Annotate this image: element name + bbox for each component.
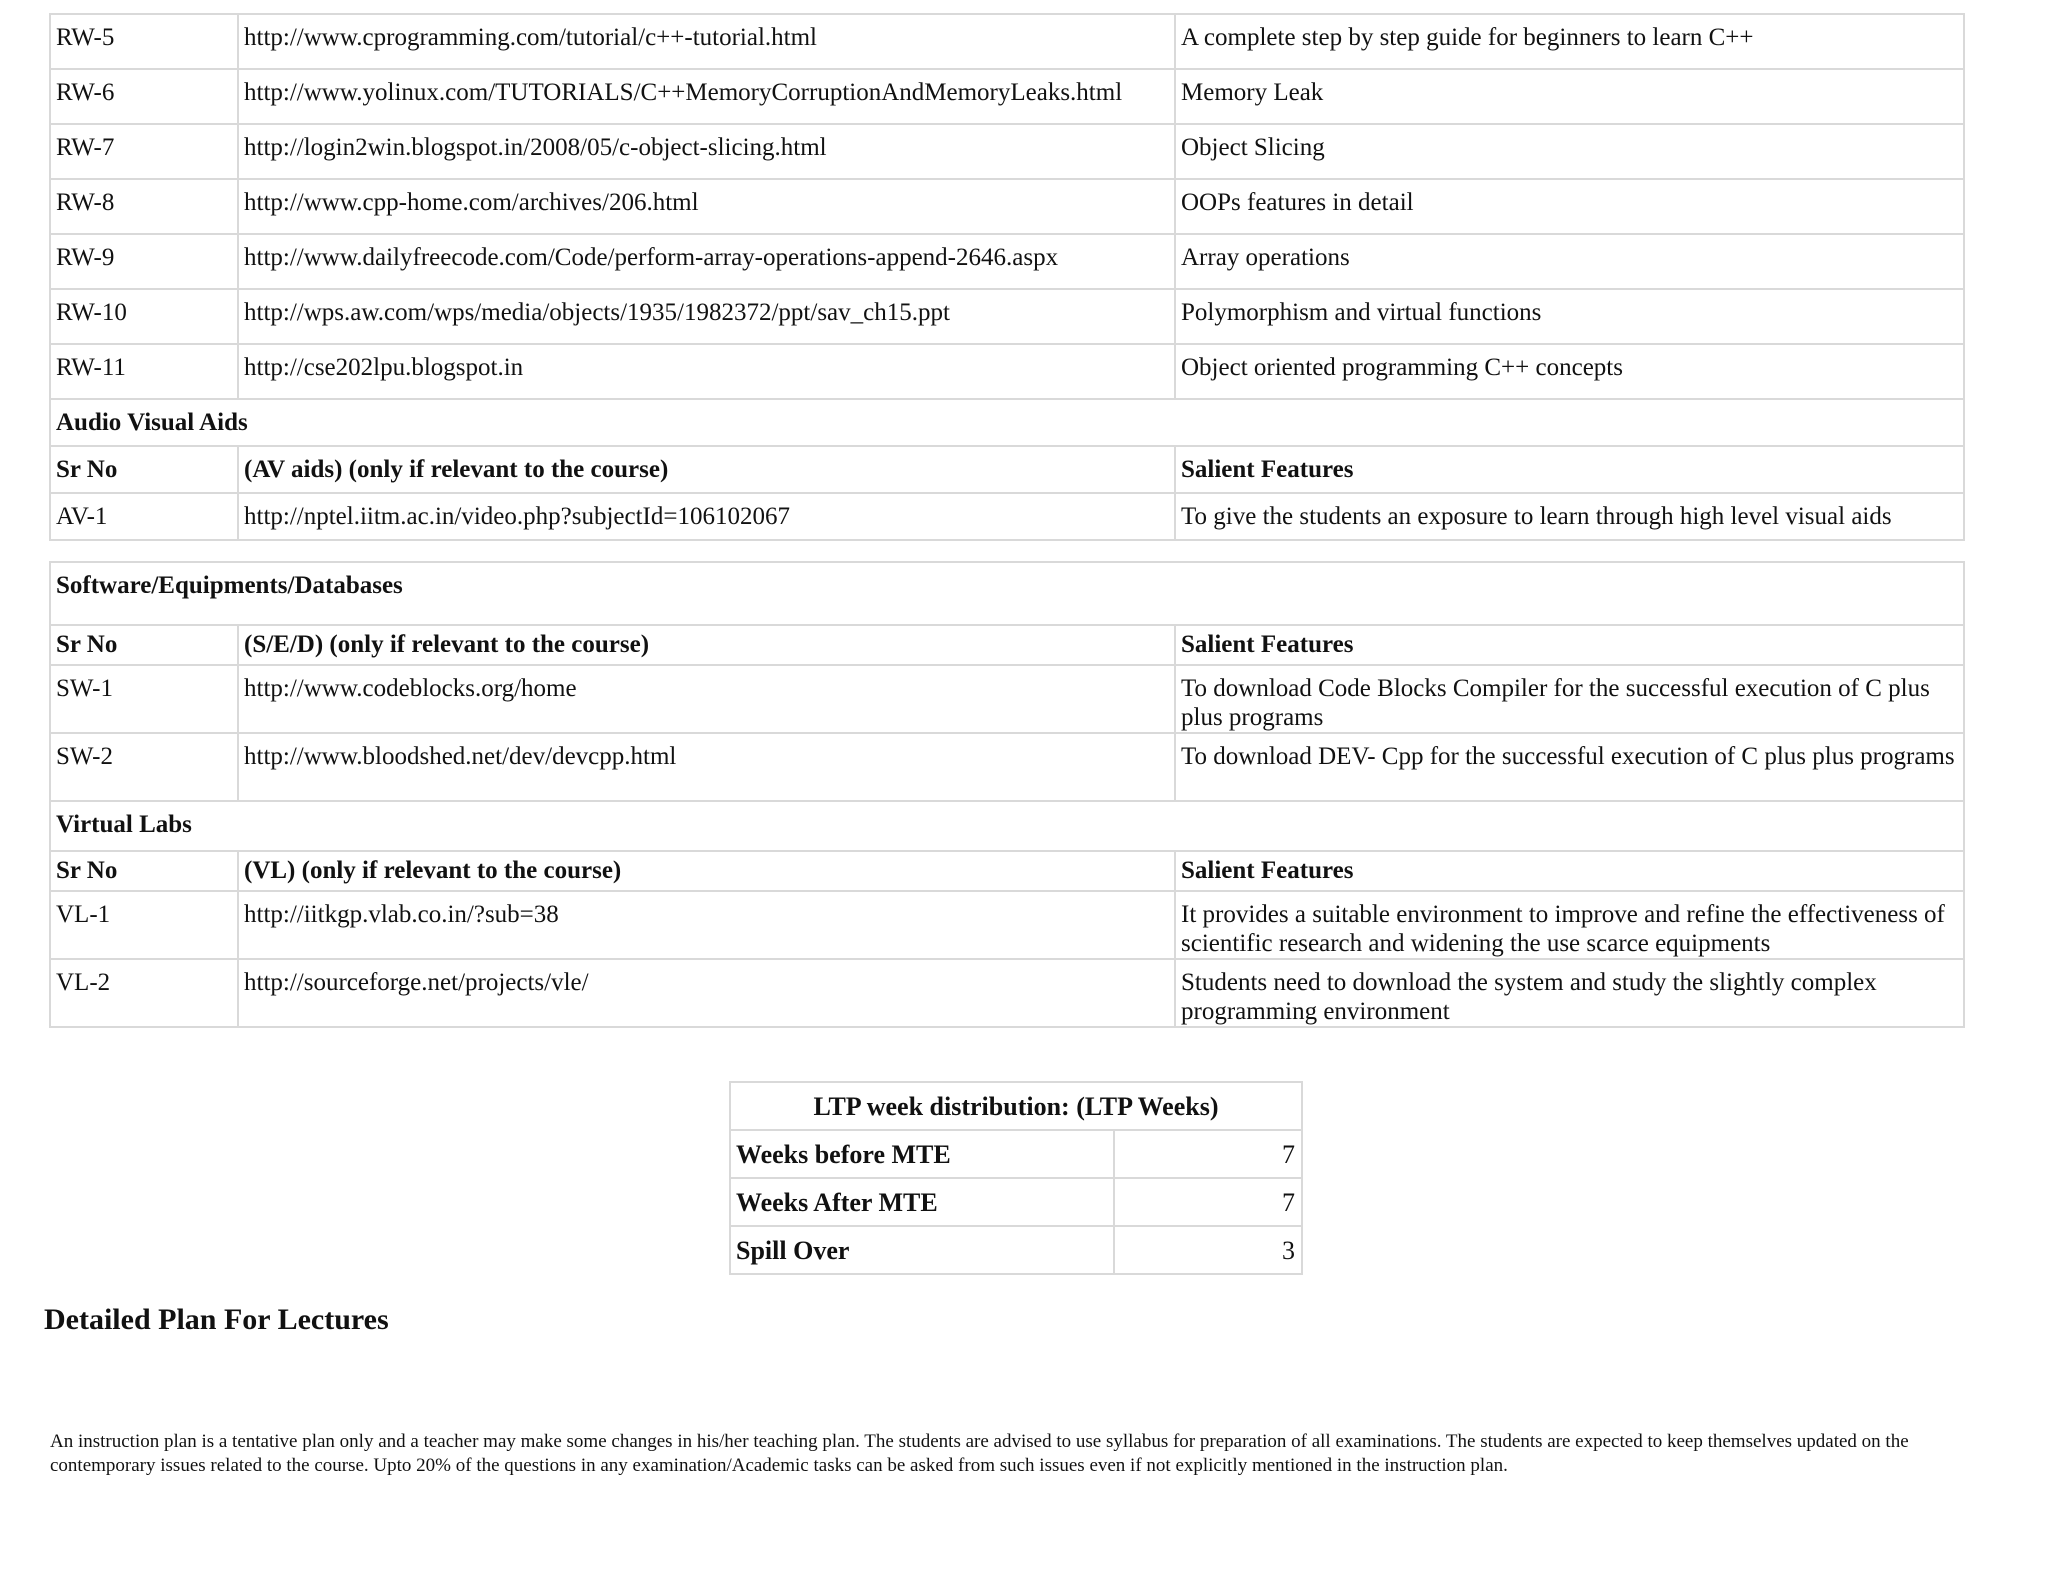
col-salient-features: Salient Features [1175,446,1964,493]
table-row [50,124,1964,179]
table-row [730,1226,1302,1274]
row-url: http://wps.aw.com/wps/media/objects/1935/1982372/ppt/sav_ch15.ppt [238,289,1175,344]
col-vl: (VL) (only if relevant to the course) [238,851,1175,891]
row-id: AV-1 [50,493,238,540]
table-row [50,14,1964,69]
column-header-row [50,851,1964,891]
row-url: http://nptel.iitm.ac.in/video.php?subjectId=106102067 [238,493,1175,540]
row-features: Array operations [1175,234,1964,289]
row-id: SW-1 [50,665,238,733]
table-row [50,733,1964,801]
row-url: http://cse202lpu.blogspot.in [238,344,1175,399]
instruction-plan-note: An instruction plan is a tentative plan only and a teacher may make some changes in his/her teaching plan. The students are advised to use syllabus for preparation of all examinations. The students are expected to keep themselves updated on the contemporary issues related to the course. Upto 20% of the questions in any examination/Academic tasks can be asked from such issues even if not explicitly mentioned in the instruction plan. [50,1431,1909,1476]
table-row [50,344,1964,399]
table-row [50,959,1964,1027]
row-id: RW-9 [50,234,238,289]
row-url: http://login2win.blogspot.in/2008/05/c-object-slicing.html [238,124,1175,179]
ltp-value: 7 [1114,1130,1302,1178]
av-section-title: Audio Visual Aids [50,399,1964,446]
column-header-row [50,625,1964,665]
table-row [50,179,1964,234]
row-id: VL-1 [50,891,238,959]
row-features: Polymorphism and virtual functions [1175,289,1964,344]
table-row [50,289,1964,344]
row-url: http://sourceforge.net/projects/vle/ [238,959,1175,1027]
row-url: http://www.dailyfreecode.com/Code/perform-array-operations-append-2646.aspx [238,234,1175,289]
row-url: http://www.yolinux.com/TUTORIALS/C++MemoryCorruptionAndMemoryLeaks.html [238,69,1175,124]
software-virtual-labs-table [49,561,1965,1028]
col-salient-features: Salient Features [1175,625,1964,665]
row-features: To download Code Blocks Compiler for the successful execution of C plus plus programs [1175,665,1964,733]
row-features: Object oriented programming C++ concepts [1175,344,1964,399]
row-features: Students need to download the system and study the slightly complex programming environment [1175,959,1964,1027]
row-url: http://www.codeblocks.org/home [238,665,1175,733]
row-id: RW-5 [50,14,238,69]
row-features: OOPs features in detail [1175,179,1964,234]
table-row [50,891,1964,959]
table-row [50,493,1964,540]
row-url: http://www.bloodshed.net/dev/devcpp.html [238,733,1175,801]
row-url: http://www.cprogramming.com/tutorial/c++-tutorial.html [238,14,1175,69]
table-row [50,69,1964,124]
ltp-title: LTP week distribution: (LTP Weeks) [730,1082,1302,1130]
row-features: It provides a suitable environment to improve and refine the effectiveness of scientific research and widening the use scarce equipments [1175,891,1964,959]
row-id: RW-10 [50,289,238,344]
reading-links-table [49,13,1965,541]
detailed-plan-heading: Detailed Plan For Lectures [44,1303,389,1336]
row-id: RW-11 [50,344,238,399]
table-row [50,234,1964,289]
col-sr-no: Sr No [50,851,238,891]
ltp-value: 7 [1114,1178,1302,1226]
row-url: http://www.cpp-home.com/archives/206.html [238,179,1175,234]
row-features: To download DEV- Cpp for the successful execution of C plus plus programs [1175,733,1964,801]
table-row [50,665,1964,733]
row-id: RW-8 [50,179,238,234]
section-header-row [50,801,1964,851]
col-sed: (S/E/D) (only if relevant to the course) [238,625,1175,665]
row-features: Memory Leak [1175,69,1964,124]
ltp-title-row [730,1082,1302,1130]
col-salient-features: Salient Features [1175,851,1964,891]
column-header-row [50,446,1964,493]
row-features: To give the students an exposure to learn through high level visual aids [1175,493,1964,540]
ltp-value: 3 [1114,1226,1302,1274]
row-features: A complete step by step guide for beginners to learn C++ [1175,14,1964,69]
row-url: http://iitkgp.vlab.co.in/?sub=38 [238,891,1175,959]
ltp-label: Weeks After MTE [730,1178,1114,1226]
sw-section-title: Software/Equipments/Databases [50,562,1964,625]
ltp-week-distribution-table [729,1081,1303,1275]
table-row [730,1178,1302,1226]
ltp-label: Weeks before MTE [730,1130,1114,1178]
section-header-row [50,399,1964,446]
row-id: SW-2 [50,733,238,801]
col-av-aids: (AV aids) (only if relevant to the course) [238,446,1175,493]
vl-section-title: Virtual Labs [50,801,1964,851]
row-id: VL-2 [50,959,238,1027]
col-sr-no: Sr No [50,446,238,493]
section-header-row [50,562,1964,625]
table-row [730,1130,1302,1178]
row-id: RW-7 [50,124,238,179]
row-features: Object Slicing [1175,124,1964,179]
row-id: RW-6 [50,69,238,124]
col-sr-no: Sr No [50,625,238,665]
ltp-label: Spill Over [730,1226,1114,1274]
